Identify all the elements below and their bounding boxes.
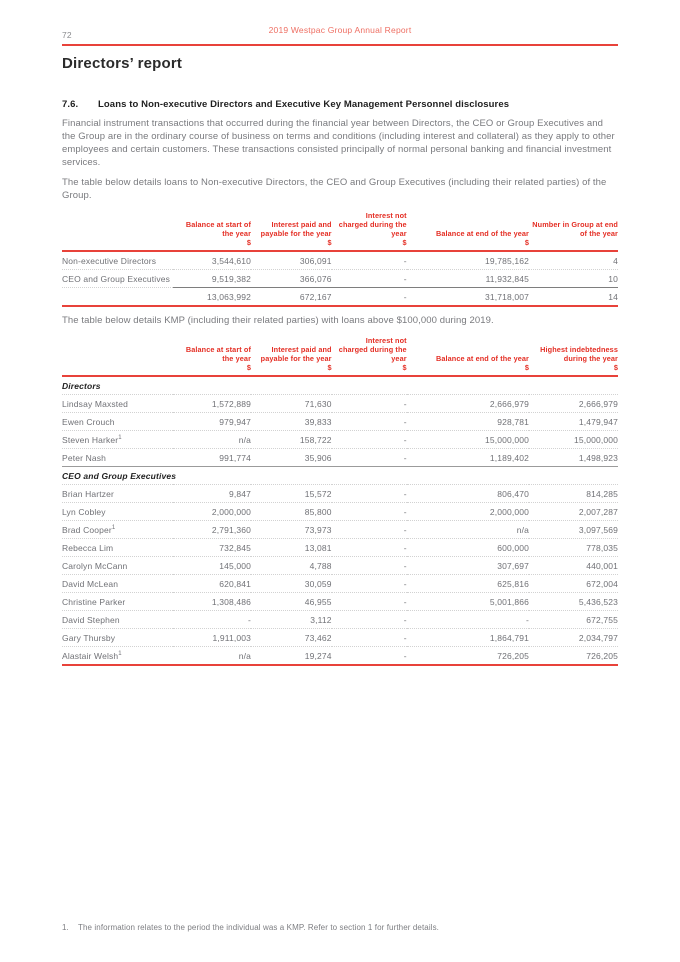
column-header: Balance at end of the year $ (407, 336, 529, 376)
table-row (62, 557, 618, 575)
table-row (62, 611, 618, 629)
cell: 1,911,003 (173, 629, 251, 647)
cell: 5,001,866 (407, 593, 529, 611)
cell: - (332, 485, 407, 503)
header-rule (62, 44, 618, 46)
cell: 2,000,000 (173, 503, 251, 521)
cell: 85,800 (251, 503, 332, 521)
cell: 672,167 (251, 288, 332, 307)
cell: 928,781 (407, 413, 529, 431)
cell: - (332, 557, 407, 575)
running-title: 2019 Westpac Group Annual Report (268, 25, 412, 35)
cell: n/a (407, 521, 529, 539)
cell: 19,274 (251, 647, 332, 666)
person-name: Christine Parker (62, 593, 173, 611)
cell: - (173, 611, 251, 629)
footnote-text: The information relates to the period the individual was a KMP. Refer to section 1 for further details. (78, 923, 440, 932)
cell: 19,785,162 (407, 251, 529, 270)
cell: 806,470 (407, 485, 529, 503)
cell: 15,000,000 (407, 431, 529, 449)
cell: - (332, 413, 407, 431)
cell: 39,833 (251, 413, 332, 431)
person-name: Brad Cooper$^1$ (62, 521, 173, 539)
cell: - (332, 629, 407, 647)
person-name: Rebecca Lim (62, 539, 173, 557)
cell: 13,081 (251, 539, 332, 557)
cell: 620,841 (173, 575, 251, 593)
group-label: CEO and Group Executives (62, 467, 618, 485)
cell: 30,059 (251, 575, 332, 593)
column-header: Balance at start of the year $ (173, 211, 251, 251)
cell: 13,063,992 (173, 288, 251, 307)
group-label: Directors (62, 376, 618, 395)
cell: - (332, 288, 407, 307)
cell: 46,955 (251, 593, 332, 611)
cell: 2,000,000 (407, 503, 529, 521)
column-header: Balance at start of the year $ (173, 336, 251, 376)
table-row (62, 575, 618, 593)
cell: - (332, 431, 407, 449)
cell: 15,000,000 (529, 431, 618, 449)
person-name: Steven Harker$^1$ (62, 431, 173, 449)
cell: 672,004 (529, 575, 618, 593)
cell: - (332, 593, 407, 611)
table-row (62, 270, 618, 288)
cell: 991,774 (173, 449, 251, 467)
table-total-row (62, 288, 618, 307)
cell: - (332, 647, 407, 666)
cell: 1,864,791 (407, 629, 529, 647)
column-header: Interest not charged during the year $ (332, 336, 407, 376)
cell: 307,697 (407, 557, 529, 575)
table-row (62, 503, 618, 521)
cell: 9,847 (173, 485, 251, 503)
cell: - (332, 521, 407, 539)
page-number: 72 (62, 30, 72, 40)
cell: 71,630 (251, 395, 332, 413)
cell: - (332, 575, 407, 593)
cell: 2,666,979 (529, 395, 618, 413)
kmp-loans-table (62, 336, 618, 666)
cell: 9,519,382 (173, 270, 251, 288)
person-name: Gary Thursby (62, 629, 173, 647)
cell: 2,666,979 (407, 395, 529, 413)
cell: 145,000 (173, 557, 251, 575)
column-header: Interest paid and payable for the year $ (251, 336, 332, 376)
person-name: Carolyn McCann (62, 557, 173, 575)
table-row (62, 647, 618, 666)
cell: 35,906 (251, 449, 332, 467)
cell: 1,308,486 (173, 593, 251, 611)
cell: - (332, 539, 407, 557)
table-row (62, 395, 618, 413)
person-name: David McLean (62, 575, 173, 593)
column-header: Interest paid and payable for the year $ (251, 211, 332, 251)
person-name: Lindsay Maxsted (62, 395, 173, 413)
row-label: CEO and Group Executives (62, 270, 173, 288)
table-row (62, 449, 618, 467)
cell: n/a (173, 647, 251, 666)
footnote (62, 923, 618, 933)
person-name: Lyn Cobley (62, 503, 173, 521)
cell: - (332, 251, 407, 270)
cell: 2,034,797 (529, 629, 618, 647)
cell: 73,462 (251, 629, 332, 647)
cell: - (407, 611, 529, 629)
section-7-6 (62, 99, 618, 202)
table-row (62, 413, 618, 431)
cell: - (332, 449, 407, 467)
column-header (62, 211, 173, 251)
cell: 1,189,402 (407, 449, 529, 467)
cell: 726,205 (529, 647, 618, 666)
cell: n/a (173, 431, 251, 449)
person-name: David Stephen (62, 611, 173, 629)
cell: 15,572 (251, 485, 332, 503)
cell: 1,479,947 (529, 413, 618, 431)
column-header (62, 336, 173, 376)
cell: 440,001 (529, 557, 618, 575)
person-name: Brian Hartzer (62, 485, 173, 503)
cell: 1,498,923 (529, 449, 618, 467)
cell: 306,091 (251, 251, 332, 270)
cell: 2,791,360 (173, 521, 251, 539)
section-heading (62, 99, 618, 110)
cell: 2,007,287 (529, 503, 618, 521)
page-header (62, 0, 618, 44)
cell: 10 (529, 270, 618, 288)
page-title: Directors’ report (62, 55, 183, 72)
person-name: Peter Nash (62, 449, 173, 467)
cell: 732,845 (173, 539, 251, 557)
cell: 158,722 (251, 431, 332, 449)
cell: 726,205 (407, 647, 529, 666)
section-title: Loans to Non-executive Directors and Executive Key Management Personnel disclosures (98, 99, 510, 110)
cell: 3,112 (251, 611, 332, 629)
cell: 672,755 (529, 611, 618, 629)
cell: 5,436,523 (529, 593, 618, 611)
paragraph: The table below details loans to Non-executive Directors, the CEO and Group Executives (including their related parties) of the Group. (62, 177, 607, 201)
row-label (62, 288, 173, 307)
table-header-row (62, 211, 618, 251)
table-row (62, 431, 618, 449)
cell: 4,788 (251, 557, 332, 575)
table-row (62, 593, 618, 611)
cell: 3,097,569 (529, 521, 618, 539)
column-header: Balance at end of the year $ (407, 211, 529, 251)
cell: - (332, 611, 407, 629)
column-header: Highest indebtedness during the year $ (529, 336, 618, 376)
cell: 778,035 (529, 539, 618, 557)
paragraph: The table below details KMP (including their related parties) with loans above $100,000 during 2019. (62, 315, 494, 326)
cell: 4 (529, 251, 618, 270)
summary-loans-table (62, 211, 618, 307)
group-header-row (62, 467, 618, 485)
footnote-marker: 1. (62, 923, 69, 932)
row-label: Non-executive Directors (62, 251, 173, 270)
cell: 11,932,845 (407, 270, 529, 288)
cell: 979,947 (173, 413, 251, 431)
cell: 1,572,889 (173, 395, 251, 413)
cell: - (332, 395, 407, 413)
cell: 600,000 (407, 539, 529, 557)
cell: 31,718,007 (407, 288, 529, 307)
cell: - (332, 503, 407, 521)
cell: - (332, 270, 407, 288)
cell: 366,076 (251, 270, 332, 288)
cell: 625,816 (407, 575, 529, 593)
paragraph: Financial instrument transactions that occurred during the financial year between Directors, the CEO or Group Executives and the Group are in the ordinary course of business on terms and conditions (including interest and collateral) as they apply to other employees and certain customers. These transactions consisted principally of normal personal banking and financial investment services. (62, 118, 615, 168)
table-header-row (62, 336, 618, 376)
cell: 814,285 (529, 485, 618, 503)
table-row (62, 485, 618, 503)
table-row (62, 521, 618, 539)
cell: 73,973 (251, 521, 332, 539)
section-number: 7.6. (62, 99, 79, 110)
column-header: Interest not charged during the year $ (332, 211, 407, 251)
cell: 3,544,610 (173, 251, 251, 270)
person-name: Alastair Welsh$^1$ (62, 647, 173, 666)
person-name: Ewen Crouch (62, 413, 173, 431)
column-header: Number in Group at end of the year (529, 211, 618, 251)
group-header-row (62, 376, 618, 395)
table-row (62, 629, 618, 647)
table-row (62, 539, 618, 557)
cell: 14 (529, 288, 618, 307)
table-row (62, 251, 618, 270)
